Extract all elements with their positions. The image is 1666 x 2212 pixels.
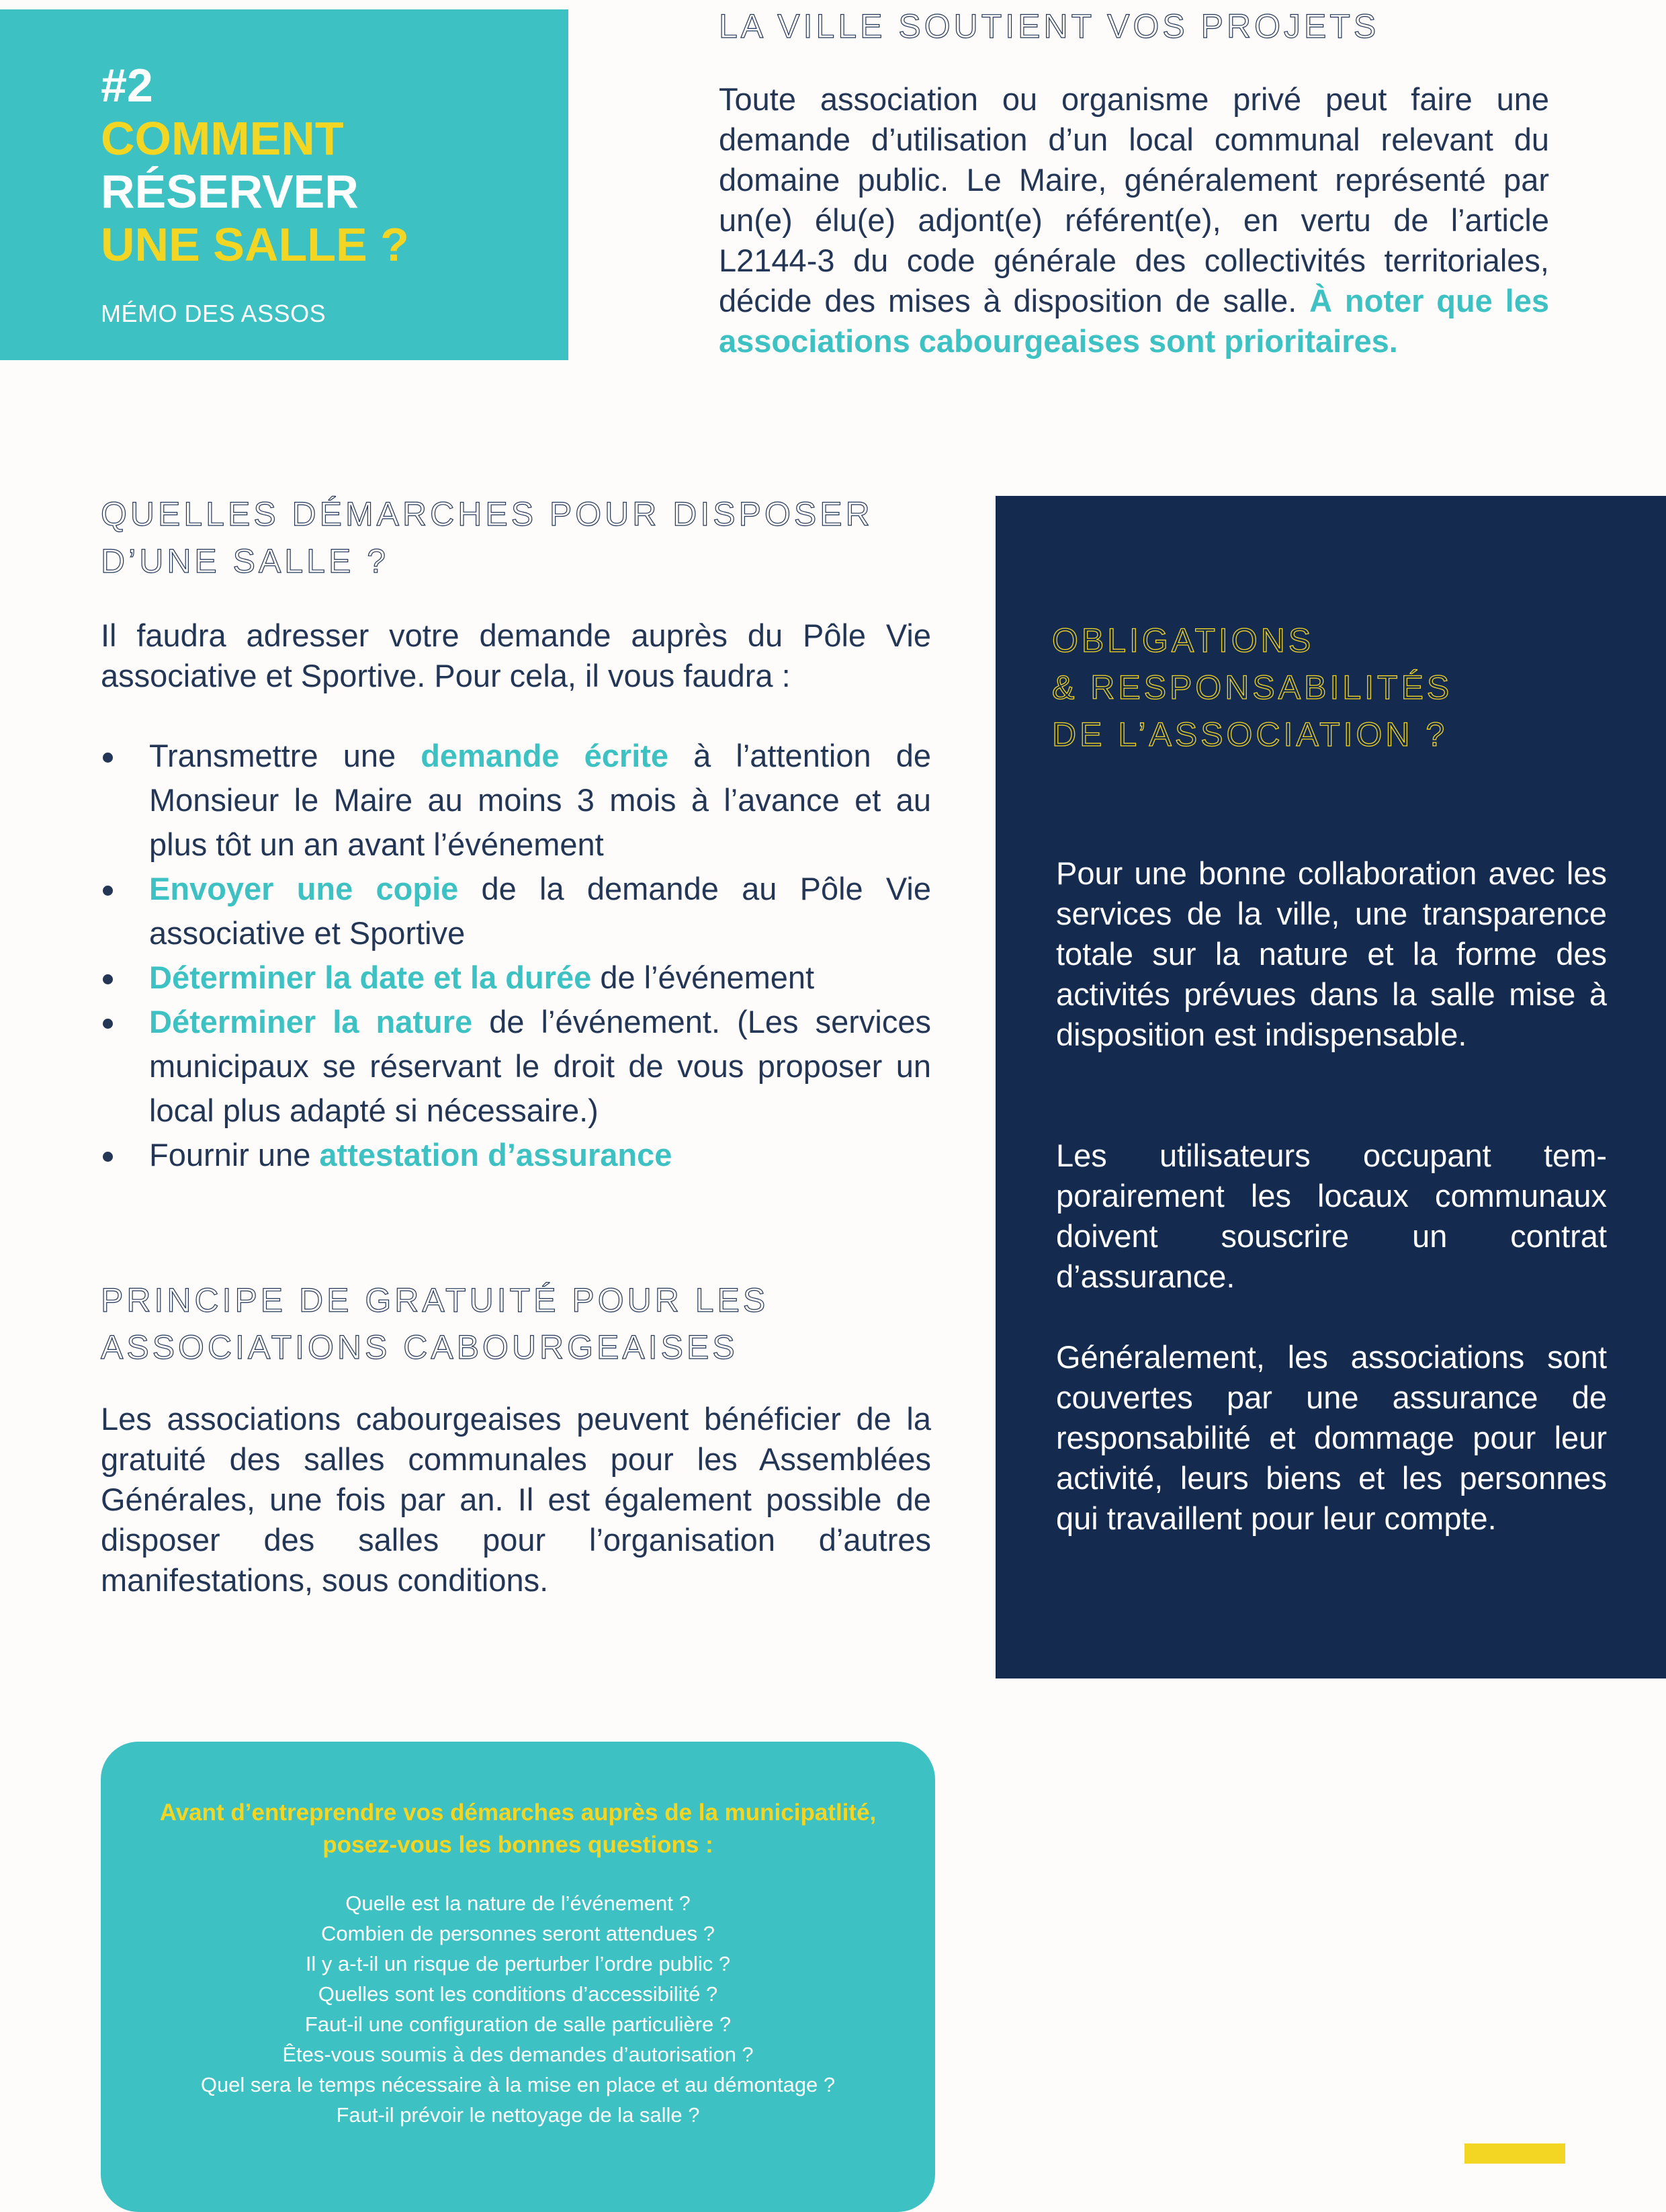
question-item: Quel sera le temps nécessaire à la mise en place et au démontage ? — [200, 2073, 836, 2096]
questions-intro — [101, 1797, 935, 1861]
obligations-heading — [1052, 617, 1452, 758]
item-highlight: Envoyer une copie — [149, 871, 459, 906]
questions-list — [101, 1888, 935, 2130]
questions-intro-line-1: Avant d’entreprendre vos démarches auprès de la municipatlité, — [159, 1799, 877, 1826]
item-highlight: Déterminer la nature — [149, 1004, 473, 1039]
list-item — [101, 1133, 931, 1177]
gratuite-heading-line-1: PRINCIPE DE GRATUITÉ POUR LES — [101, 1281, 769, 1319]
question-item: Quelles sont les conditions d’accessibilité ? — [318, 1982, 718, 2006]
item-text: de l’événement. (Les services municipaux se réservant le droit de vous proposer un local plus adapté si nécessaire.) — [149, 1004, 931, 1128]
obligations-paragraph-1: Pour une bonne collaboration avec les services de la ville, une transparence totale sur la nature et la forme des activités prévues dans la salle mise à disposition est indispensable. — [1056, 855, 1607, 1052]
obligations-box — [996, 496, 1666, 1678]
obligations-paragraph-2: Les utilisateurs occupant temporairement les locaux communaux doivent souscrire un contrat d’assurance. — [1056, 1138, 1607, 1294]
obligations-heading-line-1: OBLIGATIONS — [1052, 622, 1315, 659]
demarches-heading — [101, 491, 873, 585]
list-item — [101, 1000, 931, 1133]
gratuite-heading — [101, 1277, 769, 1371]
list-item — [101, 734, 931, 867]
ville-text — [719, 79, 1549, 361]
question-item: Êtes-vous soumis à des demandes d’autorisation ? — [282, 2043, 754, 2066]
title-line-2: RÉSERVER — [101, 165, 359, 218]
memo-subtitle: MÉMO DES ASSOS — [101, 300, 326, 327]
title-line-3: UNE SALLE ? — [101, 218, 409, 271]
question-item: Combien de personnes seront attendues ? — [321, 1922, 715, 1945]
ville-paragraph: Toute association ou organisme privé peut faire une demande d’utilisation d’un local communal relevant du domaine public. Le Maire, généralement représenté par un(e) élu(e) adjont(e) référent(e), en vertu de l’article L2144-3 du code générale des collectivités territoriales, décide des mises à disposition de salle. — [719, 81, 1549, 318]
item-text: à l’attention de Monsieur le Maire au moins 3 mois à l’avance et au plus tôt un an avant l’événement — [149, 738, 931, 862]
gratuite-heading-line-2: ASSOCIATIONS CABOURGEAISES — [101, 1328, 738, 1366]
obligations-paragraph-3: Généralement, les associations sont couvertes par une assurance de responsabilité et dommage pour leur activité, leurs biens et les personnes qui travaillent pour leur compte. — [1056, 1339, 1607, 1536]
demarches-heading-line-1: QUELLES DÉMARCHES POUR DISPOSER — [101, 495, 873, 533]
title-line-1: COMMENT — [101, 112, 344, 165]
demarches-intro: Il faudra adresser votre demande auprès du Pôle Vie associative et Sportive. Pour cela, il vous faudra : — [101, 618, 931, 693]
question-item: Il y a-t-il un risque de perturber l’ordre public ? — [305, 1952, 731, 1975]
gratuite-text: Les associations cabourgeaises peuvent bénéficier de la gratuité des salles communales pour les Assemblées Générales, une fois par an. Il est également possible de disposer des salles pour l’organisation d’autres manifestations, sous conditions. — [101, 1401, 931, 1598]
obligations-heading-line-2: & RESPONSABILITÉS — [1052, 669, 1453, 706]
list-item — [101, 955, 931, 1000]
item-highlight: demande écrite — [421, 738, 669, 773]
question-item: Faut-il prévoir le nettoyage de la salle ? — [336, 2103, 700, 2127]
question-item: Quelle est la nature de l’événement ? — [345, 1891, 691, 1915]
ville-heading: LA VILLE SOUTIENT VOS PROJETS — [719, 7, 1380, 45]
list-item — [101, 867, 931, 955]
question-item: Faut-il une configuration de salle particulière ? — [304, 2012, 732, 2036]
title-number: #2 — [101, 59, 153, 112]
item-text: Fournir une — [149, 1137, 320, 1173]
item-highlight: attestation d’assurance — [319, 1137, 672, 1173]
item-text: Transmettre une — [149, 738, 421, 773]
item-highlight: Déterminer la date et la durée — [149, 960, 592, 995]
steps-list — [101, 734, 931, 1177]
page-corner-tab — [1464, 2143, 1565, 2164]
demarches-heading-line-2: D’UNE SALLE ? — [101, 542, 390, 580]
item-text: de l’événement — [591, 960, 815, 995]
questions-box — [101, 1742, 935, 2212]
obligations-heading-line-3: DE L’ASSOCIATION ? — [1052, 716, 1448, 753]
questions-intro-line-2: posez-vous les bonnes questions : — [322, 1832, 713, 1858]
title-block — [0, 9, 568, 360]
item-text: de la demande au Pôle Vie associative et Sportive — [149, 871, 932, 951]
ville-highlight: À noter que les associations cabourgeaises sont prioritaires. — [719, 283, 1550, 359]
